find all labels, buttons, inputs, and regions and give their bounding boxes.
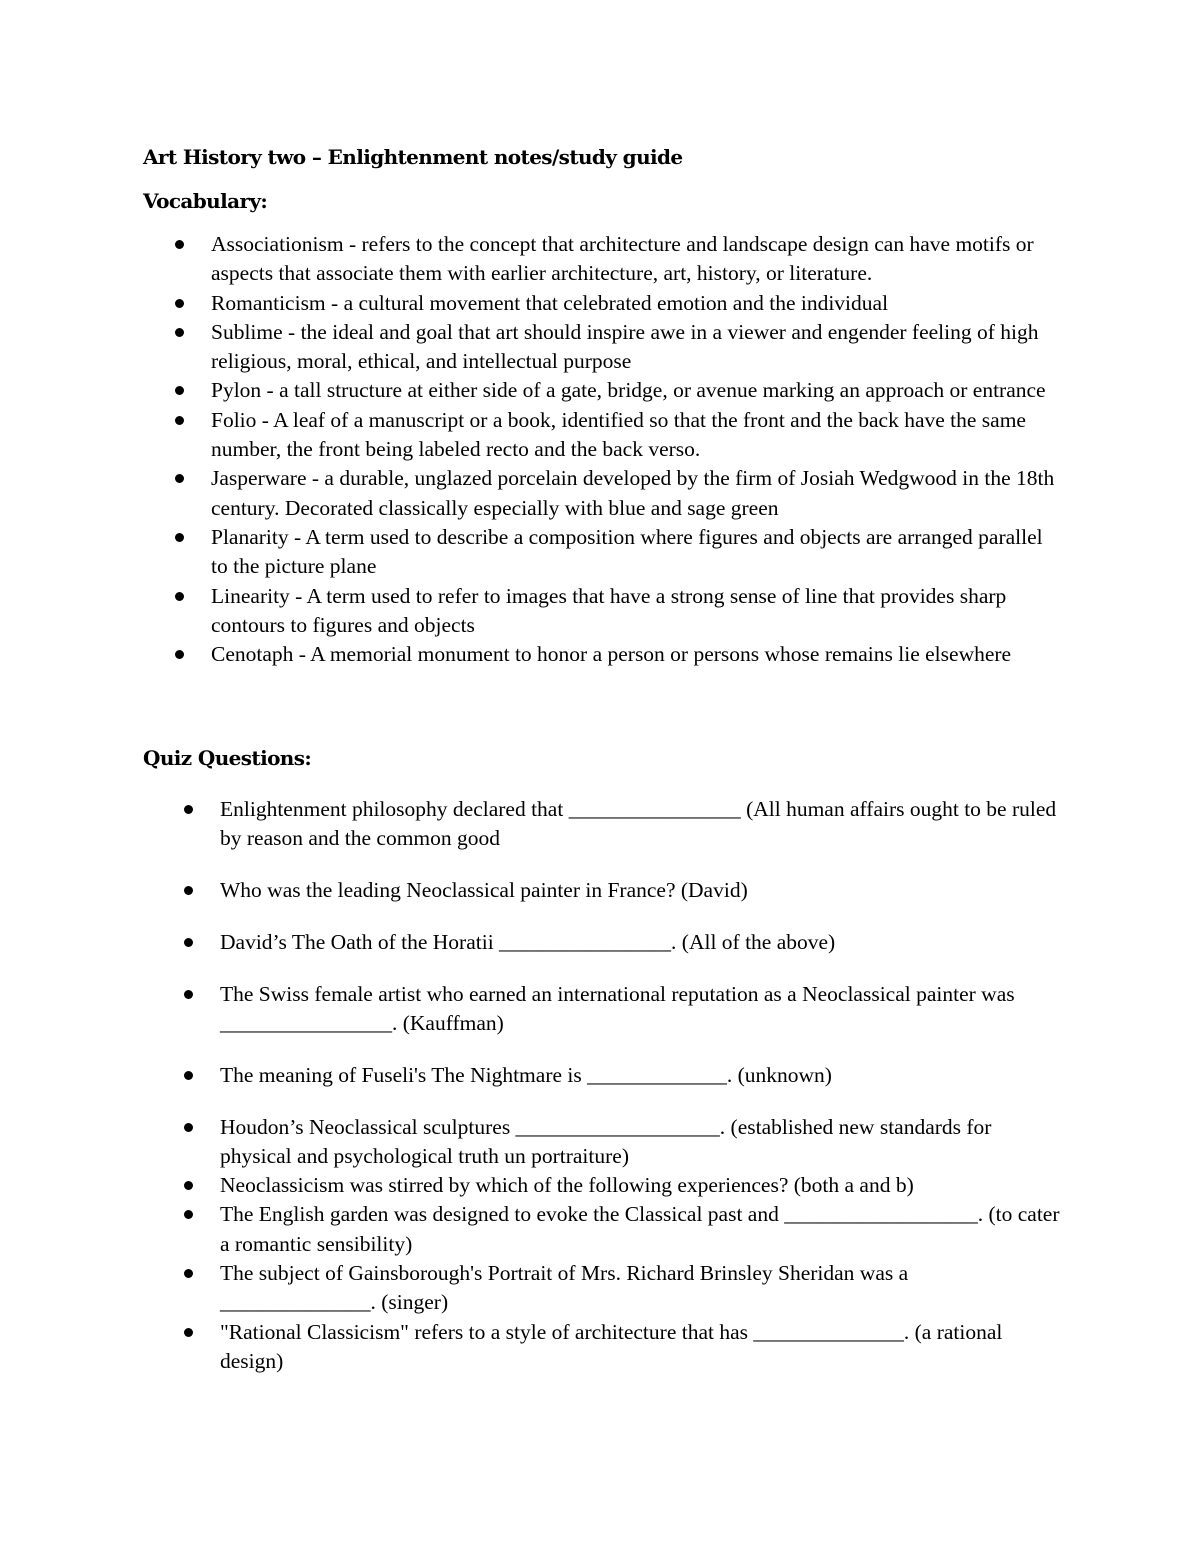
bullet-icon <box>175 474 184 483</box>
bullet-icon <box>175 240 184 249</box>
bullet-icon <box>175 533 184 542</box>
quiz-text: Who was the leading Neoclassical painter in France? (David) <box>220 878 748 903</box>
quiz-text: The meaning of Fuseli's The Nightmare is _____________. (unknown) <box>220 1062 832 1087</box>
vocabulary-item <box>0 406 1061 465</box>
vocabulary-text: Jasperware - a durable, unglazed porcelain developed by the firm of Josiah Wedgwood in the 18th century. Decorated classically especially with blue and sage green <box>211 466 1055 520</box>
quiz-item <box>0 1200 1062 1259</box>
vocabulary-item <box>0 523 1061 582</box>
vocabulary-item <box>0 376 1061 405</box>
quiz-item <box>0 980 1062 1039</box>
vocabulary-text: Sublime - the ideal and goal that art should inspire awe in a viewer and engender feeling of high religious, moral, ethical, and intellectual purpose <box>211 319 1039 374</box>
quiz-text: Enlightenment philosophy declared that ________________ (All human affairs ought to be ruled by reason and the common good <box>220 797 1057 851</box>
quiz-heading: Quiz Questions: <box>143 746 312 770</box>
quiz-item <box>0 1259 1062 1318</box>
quiz-text: The subject of Gainsborough's Portrait of Mrs. Richard Brinsley Sheridan was a ______________. (singer) <box>220 1261 909 1315</box>
vocabulary-item <box>0 289 1061 318</box>
quiz-item <box>0 1113 1062 1172</box>
vocabulary-text: Folio - A leaf of a manuscript or a book, identified so that the front and the back have the same number, the front being labeled recto and the back verso. <box>211 407 1026 462</box>
vocabulary-item <box>0 582 1061 641</box>
vocabulary-item <box>0 464 1061 523</box>
bullet-icon <box>184 1269 193 1278</box>
quiz-item <box>0 928 1062 957</box>
bullet-icon <box>184 1210 193 1219</box>
bullet-icon <box>175 386 184 395</box>
vocabulary-text: Associationism - refers to the concept that architecture and landscape design can have motifs or aspects that associate them with earlier architecture, art, history, or literature. <box>211 232 1034 286</box>
bullet-icon <box>184 805 193 814</box>
quiz-item <box>0 876 1062 905</box>
quiz-item <box>0 1061 1062 1090</box>
bullet-icon <box>184 1181 193 1190</box>
quiz-item <box>0 1318 1062 1377</box>
vocabulary-text: Cenotaph - A memorial monument to honor a person or persons whose remains lie elsewhere <box>211 642 1012 667</box>
quiz-text: The Swiss female artist who earned an international reputation as a Neoclassical painter was ________________. (Kauffman) <box>220 981 1015 1035</box>
bullet-icon <box>175 328 184 337</box>
vocabulary-text: Pylon - a tall structure at either side of a gate, bridge, or avenue marking an approach or entrance <box>211 378 1046 403</box>
bullet-icon <box>175 592 184 601</box>
vocabulary-text: Planarity - A term used to describe a composition where figures and objects are arranged parallel to the picture plane <box>211 524 1043 579</box>
bullet-icon <box>175 650 184 659</box>
quiz-text: Neoclassicism was stirred by which of the following experiences? (both a and b) <box>220 1173 914 1198</box>
bullet-icon <box>175 299 184 308</box>
bullet-icon <box>184 990 193 999</box>
quiz-text: David’s The Oath of the Horatii ________________. (All of the above) <box>220 929 836 954</box>
vocabulary-item <box>0 318 1061 377</box>
quiz-item <box>0 1171 1062 1200</box>
quiz-text: Houdon’s Neoclassical sculptures ___________________. (established new standards for physical and psychological truth un portraiture) <box>220 1114 992 1168</box>
bullet-icon <box>184 1328 193 1337</box>
quiz-text: The English garden was designed to evoke the Classical past and __________________. (to cater a romantic sensibility) <box>220 1202 1060 1256</box>
vocabulary-text: Romanticism - a cultural movement that celebrated emotion and the individual <box>211 290 889 315</box>
quiz-list <box>0 795 1100 1376</box>
quiz-item <box>0 795 1062 854</box>
vocabulary-item <box>0 230 1061 289</box>
bullet-icon <box>184 1071 193 1080</box>
vocabulary-item <box>0 640 1061 669</box>
vocabulary-text: Linearity - A term used to refer to images that have a strong sense of line that provides sharp contours to figures and objects <box>211 583 1007 637</box>
bullet-icon <box>175 416 184 425</box>
vocabulary-heading: Vocabulary: <box>143 189 268 213</box>
document-title: Art History two – Enlightenment notes/study guide <box>143 145 683 169</box>
bullet-icon <box>184 1123 193 1132</box>
vocabulary-list <box>0 230 1100 669</box>
bullet-icon <box>184 938 193 947</box>
quiz-text: "Rational Classicism" refers to a style of architecture that has ______________. (a rational design) <box>220 1319 1003 1373</box>
bullet-icon <box>184 886 193 895</box>
